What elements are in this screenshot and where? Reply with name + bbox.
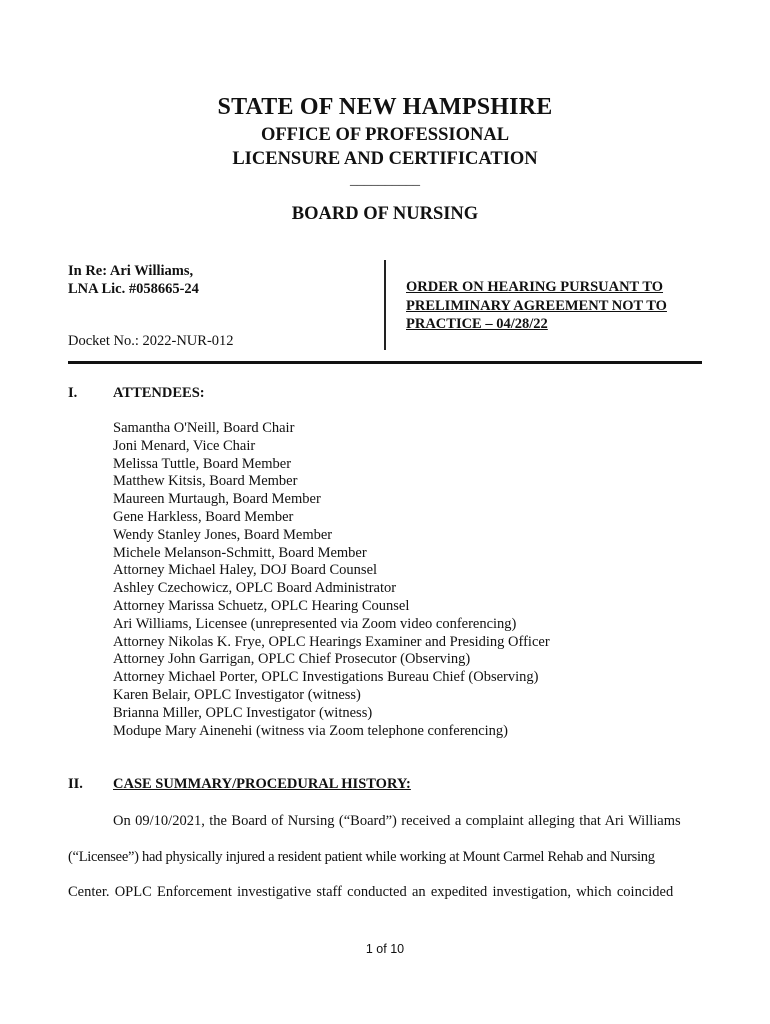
section-1-title: ATTENDEES: — [113, 385, 205, 401]
list-item: Attorney John Garrigan, OPLC Chief Prosecutor (Observing) — [113, 651, 471, 668]
license-number: LNA Lic. #058665-24 — [68, 281, 199, 297]
paragraph-line: Center. OPLC Enforcement investigative staff conducted an expedited investigation, which coincided — [68, 884, 674, 900]
list-item: Wendy Stanley Jones, Board Member — [113, 526, 333, 543]
section-2-title: CASE SUMMARY/PROCEDURAL HISTORY: — [113, 776, 411, 792]
list-item: Samantha O'Neill, Board Chair — [113, 420, 295, 436]
list-item: Modupe Mary Ainenehi (witness via Zoom telephone conferencing) — [113, 722, 509, 739]
paragraph-line: (“Licensee”) had physically injured a resident patient while working at Mount Carmel Rehab and Nursing — [68, 849, 655, 865]
list-item: Matthew Kitsis, Board Member — [113, 473, 298, 490]
in-re-block — [68, 262, 199, 298]
title-separator: __________ — [350, 173, 420, 188]
list-item: Attorney Michael Haley, DOJ Board Counsel — [113, 562, 378, 579]
section-1-number: I. — [68, 385, 78, 401]
list-item: Attorney Michael Porter, OPLC Investigations Bureau Chief (Observing) — [113, 669, 539, 686]
in-re-name: In Re: Ari Williams, — [68, 263, 194, 279]
order-title: ORDER ON HEARING PURSUANT TO PRELIMINARY AGREEMENT NOT TO PRACTICE – 04/28/22 — [406, 279, 667, 332]
list-item: Karen Belair, OPLC Investigator (witness) — [113, 686, 361, 703]
list-item: Joni Menard, Vice Chair — [113, 437, 256, 454]
office-title-line2: LICENSURE AND CERTIFICATION — [232, 149, 538, 169]
state-title: STATE OF NEW HAMPSHIRE — [217, 94, 553, 120]
list-item: Ari Williams, Licensee (unrepresented via Zoom video conferencing) — [113, 615, 517, 632]
caption-rule — [68, 361, 702, 364]
docket-number: Docket No.: 2022-NUR-012 — [68, 333, 234, 349]
list-item: Ashley Czechowicz, OPLC Board Administrator — [113, 580, 397, 597]
list-item: Attorney Marissa Schuetz, OPLC Hearing Counsel — [113, 597, 410, 614]
attendee-list — [113, 420, 550, 740]
list-item: Gene Harkless, Board Member — [113, 508, 294, 525]
paragraph-line: On 09/10/2021, the Board of Nursing (“Board”) received a complaint alleging that Ari Williams — [113, 813, 681, 829]
list-item: Maureen Murtaugh, Board Member — [113, 491, 321, 508]
list-item: Attorney Nikolas K. Frye, OPLC Hearings Examiner and Presiding Officer — [113, 633, 550, 650]
page-number: 1 of 10 — [365, 942, 405, 956]
office-title-line1: OFFICE OF PROFESSIONAL — [260, 125, 510, 145]
list-item: Melissa Tuttle, Board Member — [113, 455, 292, 472]
list-item: Brianna Miller, OPLC Investigator (witness) — [113, 704, 373, 721]
list-item: Michele Melanson-Schmitt, Board Member — [113, 544, 367, 561]
caption-divider — [384, 260, 386, 350]
section-2-number: II. — [68, 776, 83, 792]
board-title: BOARD OF NURSING — [291, 204, 479, 224]
